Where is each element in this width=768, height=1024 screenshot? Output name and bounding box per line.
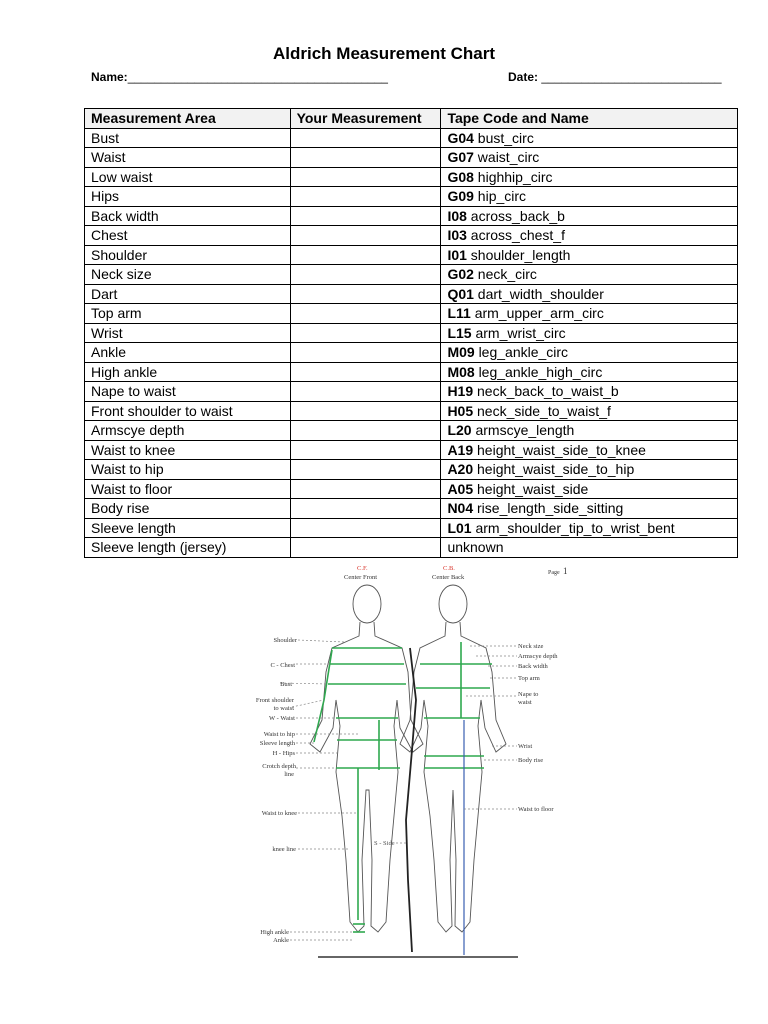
tape-code: H05	[447, 402, 474, 419]
tape-code: L20	[447, 422, 472, 439]
measurement-area-cell: Low waist	[85, 167, 291, 187]
tape-code: G07	[447, 149, 474, 166]
label-side: S - Side	[374, 840, 395, 847]
measurement-area-cell: Waist to knee	[85, 440, 291, 460]
leader-lines	[280, 640, 517, 940]
label-bust: Bust	[280, 681, 292, 688]
tape-code-cell	[441, 284, 738, 304]
your-measurement-cell[interactable]	[290, 479, 441, 499]
cf-abbr: C.F.	[357, 565, 368, 572]
label-sleeve-length: Sleeve length	[259, 740, 295, 747]
table-row	[85, 499, 738, 519]
tape-name: arm_wrist_circ	[475, 324, 566, 341]
tape-code-cell	[441, 343, 738, 363]
label-front-shoulder-2: to waist	[273, 705, 294, 712]
label-nape-2: waist	[518, 699, 532, 706]
label-high-ankle: High ankle	[260, 929, 289, 936]
your-measurement-cell[interactable]	[290, 206, 441, 226]
label-body-rise: Body rise	[518, 757, 544, 764]
tape-name: height_waist_side_to_hip	[477, 461, 635, 478]
tape-code: N04	[447, 500, 474, 517]
table-row	[85, 206, 738, 226]
figure-svg	[240, 560, 580, 965]
cf-label: Center Front	[344, 574, 378, 581]
tape-name: across_chest_f	[470, 227, 565, 244]
tape-name: rise_length_side_sitting	[477, 500, 624, 517]
label-wrist: Wrist	[518, 743, 533, 750]
table-row	[85, 479, 738, 499]
measurement-area-cell: Chest	[85, 226, 291, 246]
label-front-shoulder-1: Front shoulder	[255, 697, 294, 704]
tape-name: bust_circ	[477, 129, 534, 146]
measurement-area-cell: Wrist	[85, 323, 291, 343]
cb-label: Center Back	[432, 574, 465, 581]
your-measurement-cell[interactable]	[290, 440, 441, 460]
table-row	[85, 167, 738, 187]
label-armscye: Armscye depth	[518, 653, 558, 660]
tape-code-cell	[441, 440, 738, 460]
tape-code-cell	[441, 148, 738, 168]
your-measurement-cell[interactable]	[290, 401, 441, 421]
name-blank[interactable]: _______________________________________	[127, 70, 388, 84]
tape-code-cell	[441, 421, 738, 441]
tape-code-cell	[441, 304, 738, 324]
tape-code-cell	[441, 128, 738, 148]
tape-code-cell	[441, 518, 738, 538]
label-waist-to-floor: Waist to floor	[518, 806, 554, 813]
table-row	[85, 265, 738, 285]
measurement-table	[84, 108, 738, 558]
header-measurement-area: Measurement Area	[85, 109, 291, 129]
cb-abbr: C.B.	[443, 565, 455, 572]
table-row	[85, 382, 738, 402]
table-row	[85, 343, 738, 363]
tape-name: neck_circ	[477, 266, 537, 283]
tape-code: L11	[447, 305, 471, 322]
label-crotch-1: Crotch depth	[262, 763, 296, 770]
tape-code-cell	[441, 226, 738, 246]
your-measurement-cell[interactable]	[290, 421, 441, 441]
back-head-outline	[439, 585, 467, 623]
tape-code: H19	[447, 383, 474, 400]
label-nape-1: Nape to	[518, 691, 539, 698]
tape-name: arm_shoulder_tip_to_wrist_bent	[475, 519, 675, 536]
page-label: Page	[548, 570, 560, 576]
table-row	[85, 401, 738, 421]
table-row	[85, 148, 738, 168]
label-top-arm: Top arm	[518, 675, 540, 682]
date-field[interactable]	[508, 70, 722, 84]
tape-name: leg_ankle_high_circ	[478, 363, 603, 380]
tape-code-cell	[441, 245, 738, 265]
table-row	[85, 460, 738, 480]
measurement-area-cell: Bust	[85, 128, 291, 148]
your-measurement-cell[interactable]	[290, 518, 441, 538]
your-measurement-cell[interactable]	[290, 382, 441, 402]
your-measurement-cell[interactable]	[290, 148, 441, 168]
your-measurement-cell[interactable]	[290, 304, 441, 324]
tape-code-cell	[441, 460, 738, 480]
measurement-area-cell: Body rise	[85, 499, 291, 519]
side-seam-line	[406, 648, 416, 952]
measurement-area-cell: Waist	[85, 148, 291, 168]
tape-name: armscye_length	[475, 422, 575, 439]
tape-name: hip_circ	[477, 188, 527, 205]
measurement-area-cell: Armscye depth	[85, 421, 291, 441]
table-header-row	[85, 109, 738, 129]
tape-code: A05	[447, 480, 474, 497]
measurement-area-cell: Waist to floor	[85, 479, 291, 499]
measurement-area-cell: Hips	[85, 187, 291, 207]
your-measurement-cell[interactable]	[290, 265, 441, 285]
table-row	[85, 245, 738, 265]
measurement-area-cell: Back width	[85, 206, 291, 226]
tape-code-cell	[441, 167, 738, 187]
tape-name: unknown	[447, 539, 504, 556]
body-measurement-figure	[240, 560, 580, 965]
measurement-area-cell: Sleeve length	[85, 518, 291, 538]
your-measurement-cell[interactable]	[290, 284, 441, 304]
tape-code-cell	[441, 362, 738, 382]
table-row	[85, 323, 738, 343]
label-shoulder: Shoulder	[273, 637, 297, 644]
page-number: 1	[563, 566, 568, 576]
label-waist: W - Waist	[269, 715, 295, 722]
label-knee-line: knee line	[272, 846, 296, 853]
tape-code: I03	[447, 227, 467, 244]
label-hips: H - Hips	[272, 750, 295, 757]
tape-name: dart_width_shoulder	[477, 285, 604, 302]
your-measurement-cell[interactable]	[290, 460, 441, 480]
your-measurement-cell[interactable]	[290, 167, 441, 187]
tape-code: Q01	[447, 285, 474, 302]
label-waist-to-knee: Waist to knee	[261, 810, 297, 817]
header-tape-code: Tape Code and Name	[441, 109, 738, 129]
label-back-width: Back width	[518, 663, 548, 670]
front-head-outline	[353, 585, 381, 623]
tape-code: M09	[447, 344, 475, 361]
tape-code-cell	[441, 382, 738, 402]
tape-code-cell	[441, 265, 738, 285]
label-neck-size: Neck size	[518, 643, 544, 650]
tape-code-cell	[441, 187, 738, 207]
measurement-area-cell: Top arm	[85, 304, 291, 324]
tape-code-cell	[441, 499, 738, 519]
tape-name: neck_side_to_waist_f	[477, 402, 611, 419]
tape-name: waist_circ	[477, 149, 540, 166]
tape-name: arm_upper_arm_circ	[474, 305, 604, 322]
table-row	[85, 518, 738, 538]
tape-code: L15	[447, 324, 472, 341]
tape-code: I08	[447, 207, 467, 224]
name-label: Name:	[91, 70, 128, 84]
measurement-area-cell: Sleeve length (jersey)	[85, 538, 291, 558]
table-body	[85, 128, 738, 557]
measurement-area-cell: Shoulder	[85, 245, 291, 265]
your-measurement-cell[interactable]	[290, 323, 441, 343]
tape-code: G04	[447, 129, 474, 146]
your-measurement-cell[interactable]	[290, 226, 441, 246]
your-measurement-cell[interactable]	[290, 499, 441, 519]
label-chest: C - Chest	[270, 662, 295, 669]
tape-code: G02	[447, 266, 474, 283]
name-field[interactable]	[91, 70, 388, 84]
tape-code-cell	[441, 323, 738, 343]
tape-code: A20	[447, 461, 474, 478]
tape-code-cell	[441, 401, 738, 421]
label-waist-to-hip: Waist to hip	[263, 731, 295, 738]
measurement-area-cell: Dart	[85, 284, 291, 304]
tape-name: height_waist_side	[477, 480, 589, 497]
page-title: Aldrich Measurement Chart	[273, 44, 495, 63]
table-row	[85, 284, 738, 304]
tape-name: highhip_circ	[477, 168, 553, 185]
table-row	[85, 187, 738, 207]
tape-name: leg_ankle_circ	[478, 344, 569, 361]
tape-code: M08	[447, 363, 475, 380]
measurement-area-cell: Nape to waist	[85, 382, 291, 402]
tape-code: G09	[447, 188, 474, 205]
date-label: Date:	[508, 70, 539, 84]
tape-name: height_waist_side_to_knee	[477, 441, 646, 458]
tape-code: L01	[447, 519, 472, 536]
your-measurement-cell[interactable]	[290, 245, 441, 265]
your-measurement-cell[interactable]	[290, 362, 441, 382]
tape-code-cell	[441, 206, 738, 226]
measurement-area-cell: Waist to hip	[85, 460, 291, 480]
table-row	[85, 362, 738, 382]
your-measurement-cell[interactable]	[290, 538, 441, 558]
back-body-outline	[400, 622, 506, 932]
your-measurement-cell[interactable]	[290, 187, 441, 207]
tape-code: I01	[447, 246, 467, 263]
green-measure-lines	[314, 642, 492, 932]
tape-code-cell	[441, 538, 738, 558]
table-row	[85, 440, 738, 460]
front-body-outline	[310, 622, 423, 932]
measurement-area-cell: Neck size	[85, 265, 291, 285]
table-row	[85, 128, 738, 148]
table-row	[85, 226, 738, 246]
your-measurement-cell[interactable]	[290, 343, 441, 363]
table-row	[85, 421, 738, 441]
your-measurement-cell[interactable]	[290, 128, 441, 148]
measurement-area-cell: Ankle	[85, 343, 291, 363]
table-row	[85, 304, 738, 324]
date-blank[interactable]: ___________________________	[541, 70, 722, 84]
tape-code: G08	[447, 168, 474, 185]
tape-code-cell	[441, 479, 738, 499]
tape-code: A19	[447, 441, 474, 458]
header-your-measurement: Your Measurement	[290, 109, 441, 129]
measurement-area-cell: High ankle	[85, 362, 291, 382]
label-crotch-2: line	[284, 771, 294, 778]
label-ankle: Ankle	[273, 937, 289, 944]
tape-name: across_back_b	[470, 207, 565, 224]
table-row	[85, 538, 738, 558]
measurement-area-cell: Front shoulder to waist	[85, 401, 291, 421]
tape-name: shoulder_length	[470, 246, 571, 263]
tape-name: neck_back_to_waist_b	[477, 383, 619, 400]
